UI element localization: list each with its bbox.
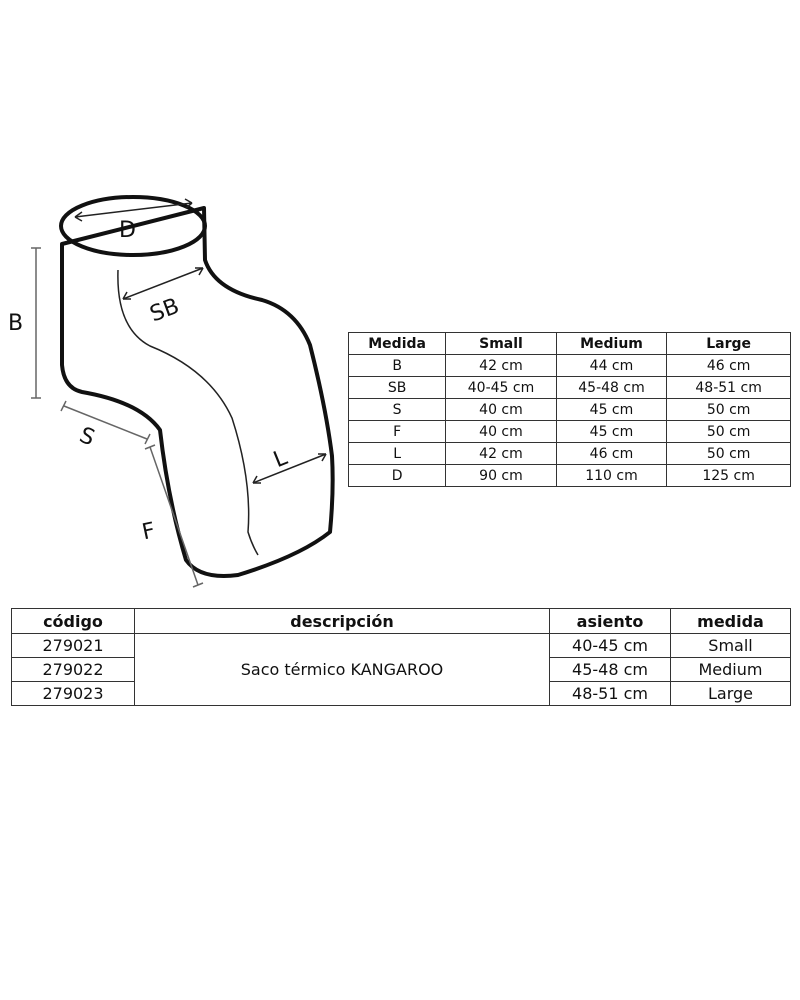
- label-b: B: [8, 311, 24, 336]
- size-cell-large: 50 cm: [667, 443, 791, 465]
- product-seat: 40-45 cm: [550, 634, 671, 658]
- table-row: [12, 634, 791, 658]
- bag-outline: [62, 208, 333, 576]
- label-sb: SB: [146, 293, 183, 328]
- sb-arrow: [123, 268, 203, 299]
- size-header-small: Small: [446, 333, 557, 355]
- size-cell-large: 48-51 cm: [667, 377, 791, 399]
- size-cell-small: 42 cm: [446, 443, 557, 465]
- size-cell-large: 50 cm: [667, 399, 791, 421]
- product-header-seat: asiento: [550, 609, 671, 634]
- product-header-description: descripción: [135, 609, 550, 634]
- size-cell-measure: S: [349, 399, 446, 421]
- table-row: [349, 443, 791, 465]
- size-cell-medium: 45 cm: [556, 421, 667, 443]
- size-cell-medium: 44 cm: [556, 355, 667, 377]
- size-cell-small: 40 cm: [446, 421, 557, 443]
- size-table-header: [349, 333, 791, 355]
- product-code: 279023: [12, 682, 135, 706]
- size-header-medium: Medium: [556, 333, 667, 355]
- size-cell-measure: D: [349, 465, 446, 487]
- table-row: [349, 377, 791, 399]
- size-cell-medium: 45-48 cm: [556, 377, 667, 399]
- f-dimension: [150, 447, 198, 585]
- product-description: Saco térmico KANGAROO: [135, 634, 550, 706]
- product-table: [11, 608, 791, 706]
- size-cell-measure: F: [349, 421, 446, 443]
- bag-outline-drawing: [0, 160, 345, 600]
- size-cell-medium: 45 cm: [556, 399, 667, 421]
- product-header-size: medida: [671, 609, 791, 634]
- product-seat: 45-48 cm: [550, 658, 671, 682]
- size-cell-measure: SB: [349, 377, 446, 399]
- size-cell-large: 125 cm: [667, 465, 791, 487]
- size-cell-large: 46 cm: [667, 355, 791, 377]
- table-row: [349, 465, 791, 487]
- table-row: [349, 355, 791, 377]
- size-cell-small: 90 cm: [446, 465, 557, 487]
- size-cell-small: 40 cm: [446, 399, 557, 421]
- label-d: D: [119, 218, 136, 243]
- size-cell-small: 42 cm: [446, 355, 557, 377]
- size-cell-medium: 46 cm: [556, 443, 667, 465]
- size-cell-measure: B: [349, 355, 446, 377]
- bag-diagram: [0, 160, 345, 600]
- size-table: [348, 332, 791, 487]
- size-cell-medium: 110 cm: [556, 465, 667, 487]
- product-table-header: [12, 609, 791, 634]
- table-row: [349, 421, 791, 443]
- table-row: [349, 399, 791, 421]
- product-size: Medium: [671, 658, 791, 682]
- label-s: S: [75, 422, 99, 452]
- size-header-large: Large: [667, 333, 791, 355]
- product-header-code: código: [12, 609, 135, 634]
- label-l: L: [270, 445, 291, 474]
- size-cell-small: 40-45 cm: [446, 377, 557, 399]
- product-size: Small: [671, 634, 791, 658]
- label-f: F: [139, 518, 158, 546]
- s-dimension: [64, 406, 147, 439]
- product-code: 279022: [12, 658, 135, 682]
- product-size: Large: [671, 682, 791, 706]
- product-seat: 48-51 cm: [550, 682, 671, 706]
- product-code: 279021: [12, 634, 135, 658]
- size-cell-measure: L: [349, 443, 446, 465]
- size-header-measure: Medida: [349, 333, 446, 355]
- size-cell-large: 50 cm: [667, 421, 791, 443]
